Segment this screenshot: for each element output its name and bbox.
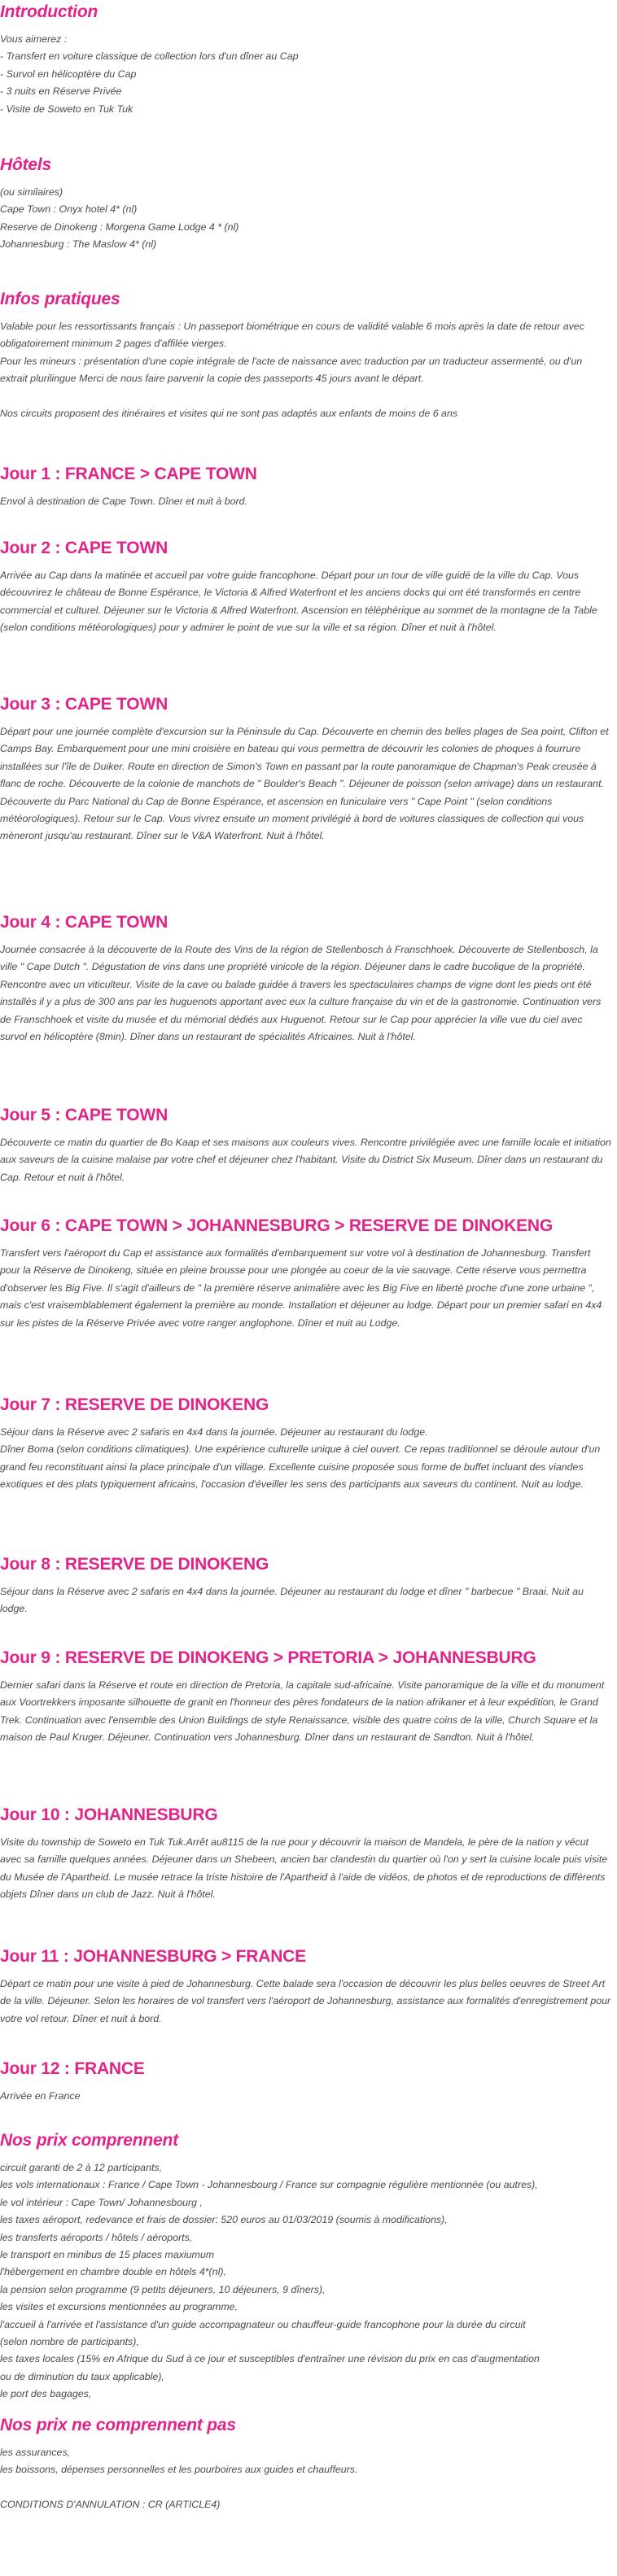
hotels-list [0,184,612,254]
prices-include-line: le port des bagages, [0,2388,92,2400]
infos-passport: Valable pour les ressortissants français : Un passeport biométrique en cours de validité valable 6 mois après la date de retour avec obligatoirement minimum 2 pages d'affilée vierges. [0,321,584,350]
introduction-title: Introduction [0,2,98,21]
prices-exclude-line: les boissons, dépenses personnelles et les pourboires aux guides et chauffeurs. [0,2464,358,2476]
introduction-line: - Visite de Soweto en Tuk Tuk [0,103,133,115]
day-title: Jour 7 : RESERVE DE DINOKENG [0,1395,269,1414]
prices-include-title: Nos prix comprennent [0,2131,178,2150]
prices-include-line: (selon nombre de participants), [0,2336,139,2348]
prices-include-line: l'accueil à l'arrivée et l'assistance d'un guide accompagnateur ou chauffeur-guide francophone pour la durée du circuit [0,2318,526,2330]
prices-include-list [0,2159,612,2404]
prices-include-line: les taxes locales (15% en Afrique du Sud à ce jour et susceptibles d'entraîner une révision du prix en cas d'augmentation [0,2353,540,2365]
introduction-list [0,31,612,118]
prices-include-line: ou de diminution du taux applicable), [0,2370,164,2382]
day-title: Jour 1 : FRANCE > CAPE TOWN [0,465,257,483]
section-day-12 [0,2059,612,2105]
day-title: Jour 6 : CAPE TOWN > JOHANNESBURG > RESERVE DE DINOKENG [0,1216,554,1235]
prices-include-line: l'hébergement en chambre double en hôtels 4*(nl), [0,2266,226,2278]
prices-exclude-list [0,2444,612,2513]
prices-include-line: les transferts aéroports / hôtels / aéroports, [0,2231,193,2243]
day-text: Séjour dans la Réserve avec 2 safaris en 4x4 dans la journée. Déjeuner au restaurant du lodge et dîner " barbecue " Braai. Nuit au lodge. [0,1586,584,1615]
day-text: Envol à destination de Cape Town. Dîner et nuit à bord. [0,496,247,507]
section-day-2 [0,538,612,637]
section-infos-pratiques [0,289,612,422]
day-title: Jour 8 : RESERVE DE DINOKENG [0,1555,269,1574]
introduction-line: - Transfert en voiture classique de collection lors d'un dîner au Cap [0,50,299,63]
prices-include-line: les taxes aéroport, redevance et frais de dossier: 520 euros au 01/03/2019 (soumis à modifications), [0,2214,448,2226]
introduction-line: - Survol en hélicoptère du Cap [0,68,137,80]
day-text: Départ ce matin pour une visite à pied de Johannesburg. Cette balade sera l'occasion de découvrir les plus belles oeuvres de Street Art de la ville. Déjeuner. Selon les horaires de vol transfert vers l'aéroport de Johannesburg, assistance aux formalités d'enregistrement pour votre vol retour. Dîner et nuit à bord. [0,1978,611,2024]
day-title: Jour 5 : CAPE TOWN [0,1106,168,1124]
day-title: Jour 9 : RESERVE DE DINOKENG > PRETORIA > JOHANNESBURG [0,1648,536,1667]
prices-include-line: la pension selon programme (9 petits déjeuners, 10 déjeuners, 9 dîners), [0,2283,326,2295]
day-text: Départ pour une journée complète d'excursion sur la Péninsule du Cap. Découverte en chemin des belles plages de Sea point, Clifton et Camps Bay. Embarquement pour une mini croisière en bateau qui vous permettra de découvrir les colonies de phoques à fourrure installées sur l'île de Duiker. Route en direction de Simon's Town en passant par la route panoramique de Chapman's Peak creusée à flanc de roche. Découverte de la colonie de manchots de " Boulder's Beach ". Déjeuner de poisson (selon arrivage) dans un restaurant. Découverte du Parc National du Cap de Bonne Espérance, et ascension en funiculaire vers " Cape Point " (selon conditions météorologiques). Retour sur le Cap. Vous vivrez ensuite un moment privilégié à bord de voitures classiques de collection qui vous mèneront jusqu'au restaurant. Dîner sur le V&A Waterfront. Nuit à l'hôtel. [0,726,609,842]
day-title: Jour 4 : CAPE TOWN [0,913,168,932]
section-day-5 [0,1105,612,1186]
day-text: Découverte ce matin du quartier de Bo Kaap et ses maisons aux couleurs vives. Rencontre privilégiée avec une famille locale et initiation aux saveurs de la cuisine malaise par votre chef et déjeuner chez l'habitant. Visite du District Six Museum. Dîner dans un restaurant du Cap. Retour et nuit à l'hôtel. [0,1137,611,1183]
infos-minors: Pour les mineurs : présentation d'une copie intégrale de l'acte de naissance avec traduction par un traducteur assermenté, ou d'un extrait plurilingue Merci de nous faire parvenir la copie des passeports 45 jours avant le départ. [0,355,583,385]
infos-title: Infos pratiques [0,290,120,308]
section-introduction [0,2,612,118]
prices-include-line: les vols internationaux : France / Cape Town - Johannesbourg / France sur compagnie régulière mentionnée (ou autres), [0,2179,538,2191]
prices-include-line: circuit garanti de 2 à 12 participants, [0,2162,163,2173]
section-day-6 [0,1216,612,1332]
hotels-title: Hôtels [0,155,51,174]
day-title: Jour 10 : JOHANNESBURG [0,1805,218,1824]
section-prices-exclude [0,2415,612,2513]
prices-include-line: les visites et excursions mentionnées au programme, [0,2301,238,2313]
section-day-11 [0,1946,612,2028]
day-text: Dernier safari dans la Réserve et route en direction de Pretoria, la capitale sud-africaine. Visite panoramique de la ville et du monument aux Voortrekkers imposante silhouette de granit en l'honneur des pères fondateurs de la nation afrikaner et à leur expédition, le Grand Trek. Continuation avec l'ensemble des Union Buildings de style Renaissance, visible des quatre coins de la ville, Church Square et la maison de Paul Kruger. Déjeuner. Continuation vers Johannesburg. Dîner dans un restaurant de Sandton. Nuit à l'hôtel. [0,1679,605,1744]
introduction-line: Vous aimerez : [0,33,68,45]
prices-include-line: le vol intérieur : Cape Town/ Johannesbourg , [0,2196,203,2208]
section-prices-include [0,2130,612,2404]
hotels-line: Reserve de Dinokeng : Morgena Game Lodge 4 * (nl) [0,220,239,233]
day-text: Séjour dans la Réserve avec 2 safaris en 4x4 dans la journée. Déjeuner au restaurant du lodge. Dîner Boma (selon conditions climatiques). Une expérience culturelle unique à ciel ouvert. Ce repas traditionnel se déroule autour d'un grand feu reconstituant ainsi la place principale d'un village. Excellente cuisine proposée sous forme de buffet incluant des viandes exotiques et des plats typiquement africains, l'occasion d'éveiller les sens des participants aux saveurs du continent. Nuit au lodge. [0,1426,601,1491]
section-hotels [0,155,612,254]
section-day-3 [0,694,612,845]
cancellation-conditions: CONDITIONS D'ANNULATION : CR (ARTICLE4) [0,2498,221,2510]
prices-include-line: le transport en minibus de 15 places maxiumum [0,2249,215,2261]
section-day-1 [0,464,612,510]
section-day-8 [0,1554,612,1618]
section-day-9 [0,1648,612,1747]
section-day-10 [0,1805,612,1904]
day-text: Arrivée en France [0,2090,81,2102]
day-text: Journée consacrée à la découverte de la Route des Vins de la région de Stellenbosch à Franschhoek. Découverte de Stellenbosch, la ville " Cape Dutch ". Dégustation de vins dans une propriété vinicole de la région. Déjeuner dans le cadre bucolique de la propriété. Rencontre avec un viticulteur. Visite de la cave ou balade guidée à travers les spectaculaires champs de vigne dont les pieds ont été installés il y a plus de 300 ans par les huguenots apportant avec eux la culture française du vin et de la gastronomie. Continuation vers de Franschhoek et visite du musée et du mémorial dédiés aux Huguenot. Retour sur le Cap pour apprécier la ville vue du ciel avec survol en hélicoptère (8min). Dîner dans un restaurant de spécialités Africaines. Nuit à l'hôtel. [0,944,602,1043]
infos-text [0,318,612,422]
day-title: Jour 12 : FRANCE [0,2059,145,2078]
day-text: Visite du township de Soweto en Tuk Tuk.Arrêt au8115 de la rue pour y découvrir la maison de Mandela, le père de la nation y vécut avec sa famille quelques années. Déjeuner dans un Shebeen, ancien bar clandestin du quartier où l'on y sert la cuisine locale puis visite du Musée de l'Apartheid. Le musée retrace la triste histoire de l'Apartheid à l'aide de vidéos, de photos et de reproductions de différents objets Dîner dans un club de Jazz. Nuit à l'hôtel. [0,1836,608,1901]
day-text: Transfert vers l'aéroport du Cap et assistance aux formalités d'embarquement sur votre vol à destination de Johannesburg. Transfert pour la Réserve de Dinokeng, située en pleine brousse pour une plongée au coeur de la vie sauvage. Cette réserve vous permettra d'observer les Big Five. Il s'agit d'ailleurs de " la première réserve animalière avec les Big Five en liberté proche d'une zone urbaine ", mais c'est vraisemblablement également la première au monde. Installation et déjeuner au lodge. Départ pour un premier safari en 4x4 sur les pistes de la Réserve Privée avec votre ranger anglophone. Dîner et nuit au Lodge. [0,1247,602,1329]
infos-children-note: Nos circuits proposent des itinéraires et visites qui ne sont pas adaptés aux enfants de moins de 6 ans [0,407,458,419]
section-day-4 [0,912,612,1046]
prices-exclude-title: Nos prix ne comprennent pas [0,2416,236,2434]
hotels-line: Johannesburg : The Maslow 4* (nl) [0,238,157,251]
day-text: Arrivée au Cap dans la matinée et accueil par votre guide francophone. Départ pour un tour de ville guidé de la ville du Cap. Vous découvrirez le château de Bonne Espérance, le Victoria & Alfred Waterfront et les anciens docks qui ont été transformés en centre commercial et culturel. Déjeuner sur le Victoria & Alfred Waterfront. Ascension en téléphérique au sommet de la montagne de la Table (selon conditions météorologiques) pour y admirer le point de vue sur la ville et sa région. Dîner et nuit à l'hôtel. [0,570,597,634]
introduction-line: - 3 nuits en Réserve Privée [0,85,122,98]
day-title: Jour 11 : JOHANNESBURG > FRANCE [0,1947,306,1966]
section-day-7 [0,1395,612,1494]
hotels-line: Cape Town : Onyx hotel 4* (nl) [0,203,138,216]
day-title: Jour 2 : CAPE TOWN [0,539,168,557]
prices-exclude-line: les assurances, [0,2447,71,2458]
hotels-line: (ou similaires) [0,186,63,198]
day-title: Jour 3 : CAPE TOWN [0,695,168,714]
